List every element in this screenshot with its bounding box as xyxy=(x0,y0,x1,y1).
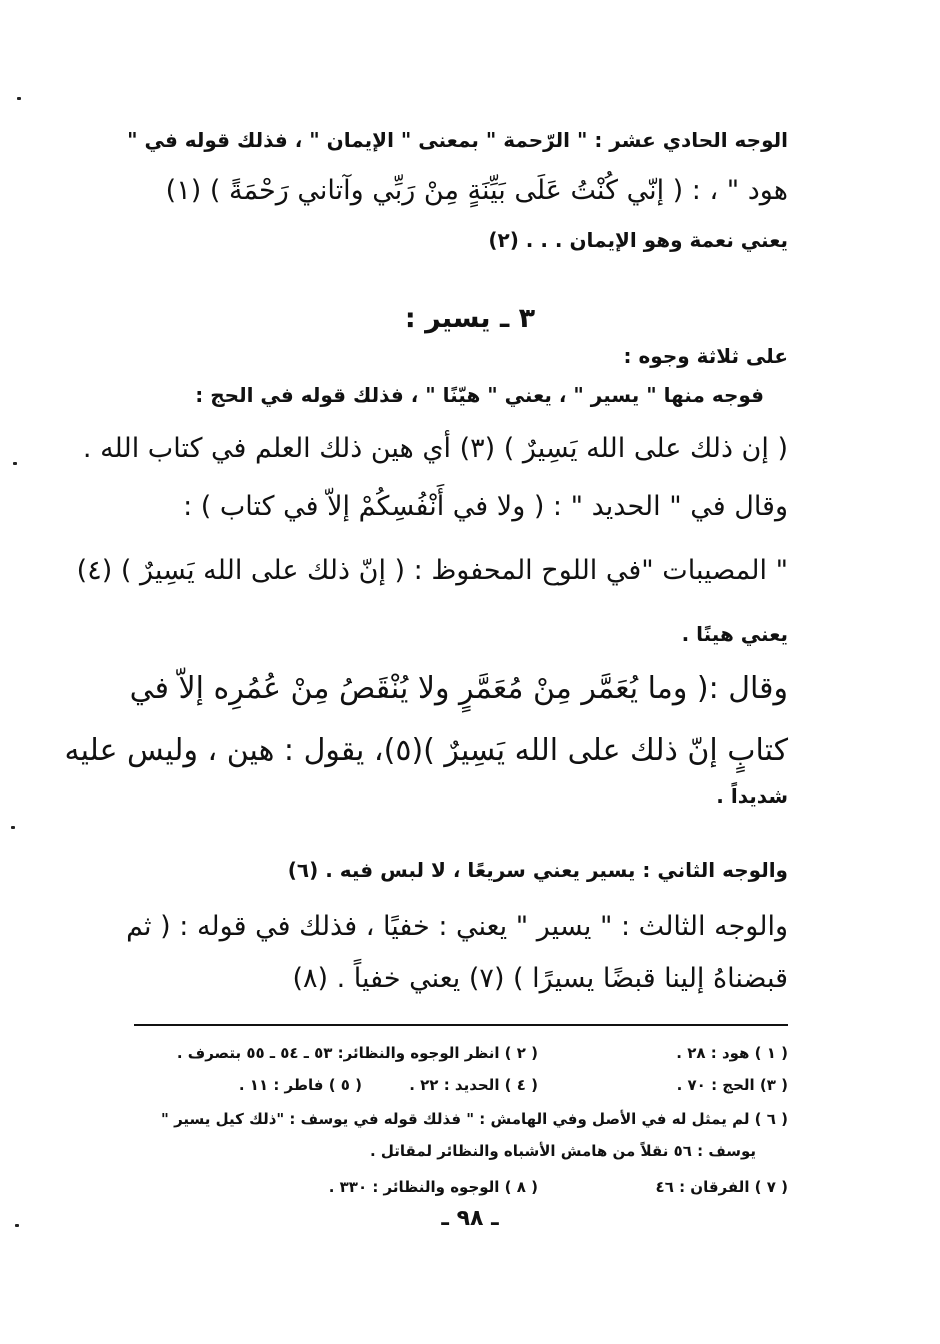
quran-verse-line: " المصيبات "في اللوح المحفوظ : ( إنّ ذلك على الله يَسِيرٌ ) (٤) xyxy=(76,555,788,586)
footnote: ( ٦ ) لم يمثل له في الأصل وفي الهامش : " فذلك قوله في يوسف : "ذلك كيل يسير " xyxy=(161,1110,788,1128)
footnote: يوسف : ٥٦ نقلاً من هامش الأشباه والنظائر لمقاتل . xyxy=(369,1142,756,1160)
scan-speck xyxy=(13,462,17,465)
quran-verse-line: ( إن ذلك على الله يَسِيرٌ ) (٣) أي هين ذلك العلم في كتاب الله . xyxy=(82,433,788,464)
footnote: ( ٧ ) الفرقان : ٤٦ xyxy=(655,1178,788,1196)
quran-verse-line: وقال في " الحديد " : ( ولا في أَنْفُسِكُمْ إلاّ في كتاب ) : xyxy=(183,491,788,522)
section-heading: ٣ ـ يسير : xyxy=(404,303,536,334)
page-number: ـ ٩٨ ـ xyxy=(441,1206,499,1231)
body-line: على ثلاثة وجوه : xyxy=(623,344,788,368)
footnote: ( ٥ ) فاطر : ١١ . xyxy=(238,1076,362,1094)
body-line: شديداً . xyxy=(716,784,788,808)
footnote-rule xyxy=(134,1024,788,1026)
body-line: والوجه الثاني : يسير يعني سريعًا ، لا لبس فيه . (٦) xyxy=(287,858,788,882)
quran-verse-line: كتابٍ إنّ ذلك على الله يَسِيرٌ )(٥)، يقول : هين ، وليس عليه xyxy=(64,733,788,768)
scan-speck xyxy=(11,826,15,829)
footnote: ( ٣) الحج : ٧٠ . xyxy=(676,1076,788,1094)
footnote: ( ٢ ) انظر الوجوه والنظائر: ٥٣ ـ ٥٤ ـ ٥٥ بتصرف . xyxy=(176,1044,538,1062)
body-line: والوجه الثالث : " يسير " يعني : خفيًا ، فذلك في قوله : ( ثم xyxy=(126,911,788,942)
footnote: ( ٨ ) الوجوه والنظائر : ٣٣٠ . xyxy=(328,1178,538,1196)
scan-speck xyxy=(17,97,21,100)
body-line: فوجه منها " يسير " ، يعني " هيّنًا " ، فذلك قوله في الحج : xyxy=(195,383,764,407)
body-line: يعني هينًا . xyxy=(681,622,788,646)
body-line: يعني نعمة وهو الإيمان . . . (٢) xyxy=(488,228,788,252)
quran-verse-line: وقال :( وما يُعَمَّر مِنْ مُعَمَّرٍ ولا يُنْقَصُ مِنْ عُمُرِه إلاّ في xyxy=(129,671,788,706)
quran-verse-line: هود " ، : ( إنّي كُنْتُ عَلَى بَيِّنَةٍ مِنْ رَبِّي وآتاني رَحْمَةً ) (١) xyxy=(165,175,788,206)
quran-verse-line: قبضناهُ إلينا قبضًا يسيرًا ) (٧) يعني خفياً . (٨) xyxy=(292,963,788,994)
footnote: ( ٤ ) الحديد : ٢٢ . xyxy=(409,1076,538,1094)
footnote: ( ١ ) هود : ٢٨ . xyxy=(676,1044,788,1062)
body-line: الوجه الحادي عشر : " الرّحمة " بمعنى " الإيمان " ، فذلك قوله في " xyxy=(127,128,788,152)
